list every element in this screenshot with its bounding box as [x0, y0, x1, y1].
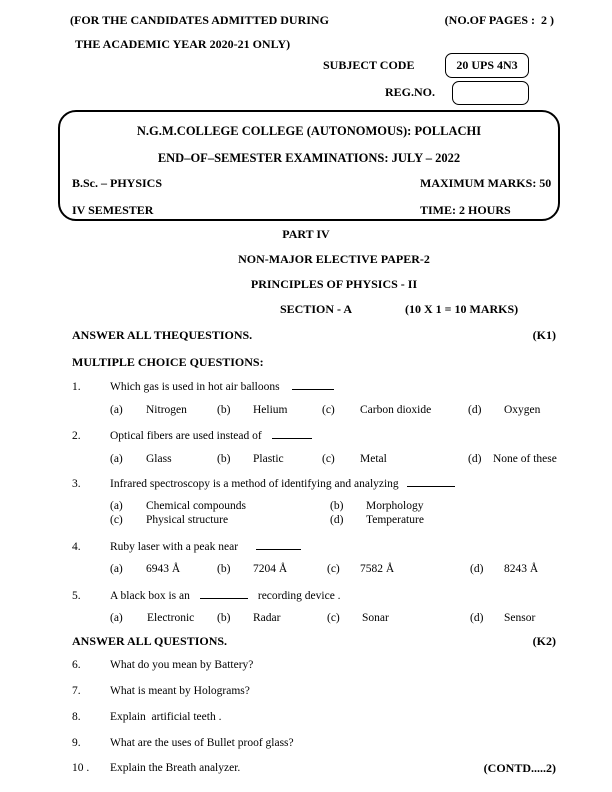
option-label: (b): [217, 453, 231, 465]
option-text: Chemical compounds: [146, 500, 246, 512]
question-number: 7.: [72, 685, 81, 697]
option-text: Nitrogen: [146, 404, 187, 416]
answer-instruction-k1: ANSWER ALL THEQUESTIONS.: [72, 328, 253, 342]
option-text: Radar: [253, 612, 281, 624]
option-text: Sonar: [362, 612, 389, 624]
option-text: None of these: [493, 453, 557, 465]
option-text: Sensor: [504, 612, 536, 624]
option-text: Metal: [360, 453, 387, 465]
candidates-admitted-line2: THE ACADEMIC YEAR 2020-21 ONLY): [75, 37, 291, 51]
option-text: Morphology: [366, 500, 424, 512]
college-name: N.G.M.COLLEGE COLLEGE (AUTONOMOUS): POLLACHI: [136, 124, 482, 138]
question-number: 6.: [72, 659, 81, 671]
k2-badge: (K2): [532, 634, 556, 648]
regno-label: REG.NO.: [385, 85, 436, 99]
option-label: (a): [110, 404, 123, 416]
option-label: (a): [110, 453, 123, 465]
option-label: (b): [217, 563, 231, 575]
option-label: (a): [110, 500, 123, 512]
subject-code-value: 20 UPS 4N3: [456, 58, 518, 72]
option-label: (d): [468, 453, 482, 465]
option-label: (d): [330, 514, 344, 526]
exam-time: TIME: 2 HOURS: [420, 203, 511, 217]
question-stem: Which gas is used in hot air balloons: [110, 380, 334, 394]
contd-note: (CONTD.....2): [483, 761, 556, 775]
option-label: (c): [327, 563, 340, 575]
option-label: (c): [322, 453, 335, 465]
option-label: (b): [330, 500, 344, 512]
short-question: Explain the Breath analyzer.: [110, 762, 241, 774]
option-text: Glass: [146, 453, 172, 465]
answer-blank: [256, 540, 301, 550]
question-stem: Ruby laser with a peak near: [110, 540, 301, 554]
subject-code-label: SUBJECT CODE: [323, 58, 415, 72]
question-stem: Optical fibers are used instead of: [110, 429, 312, 443]
option-label: (a): [110, 612, 123, 624]
option-text: Electronic: [147, 612, 195, 624]
question-number: 8.: [72, 711, 81, 723]
option-text: Carbon dioxide: [360, 404, 432, 416]
option-text: Helium: [253, 404, 288, 416]
option-text: Physical structure: [146, 514, 229, 526]
short-question: What are the uses of Bullet proof glass?: [110, 737, 294, 749]
answer-instruction-k2: ANSWER ALL QUESTIONS.: [72, 634, 228, 648]
option-text: Temperature: [366, 514, 424, 526]
option-label: (b): [217, 612, 231, 624]
course-name: B.Sc. – PHYSICS: [72, 176, 163, 190]
section-title: SECTION - A: [280, 302, 353, 316]
option-label: (c): [327, 612, 340, 624]
option-label: (d): [470, 612, 484, 624]
candidates-admitted-line1: (FOR THE CANDIDATES ADMITTED DURING: [70, 13, 329, 27]
pages-count-note: (NO.OF PAGES : 2 ): [444, 13, 554, 27]
question-number: 2.: [72, 430, 81, 442]
max-marks: MAXIMUM MARKS: 50: [420, 176, 552, 190]
institution-box: [58, 110, 560, 221]
option-text: 8243 Å: [504, 563, 539, 575]
question-number: 5.: [72, 590, 81, 602]
option-text: 6943 Å: [146, 563, 181, 575]
option-label: (b): [217, 404, 231, 416]
short-question: What is meant by Holograms?: [110, 685, 250, 697]
paper-title: NON-MAJOR ELECTIVE PAPER-2: [238, 252, 430, 266]
option-text: Oxygen: [504, 404, 541, 416]
short-question: Explain artificial teeth .: [110, 711, 222, 723]
answer-blank: [200, 589, 248, 599]
mcq-heading: MULTIPLE CHOICE QUESTIONS:: [72, 355, 264, 369]
subject-title: PRINCIPLES OF PHYSICS - II: [250, 277, 418, 291]
subject-code-box: [445, 53, 529, 78]
regno-box: [452, 81, 529, 105]
question-number: 1.: [72, 381, 81, 393]
part-title: PART IV: [282, 227, 330, 241]
answer-blank: [407, 477, 455, 487]
question-stem: Infrared spectroscopy is a method of identifying and analyzing: [110, 477, 455, 491]
section-marks: (10 X 1 = 10 MARKS): [405, 302, 519, 316]
short-question: What do you mean by Battery?: [110, 659, 254, 671]
option-text: 7204 Å: [253, 563, 288, 575]
option-label: (a): [110, 563, 123, 575]
semester-label: IV SEMESTER: [72, 203, 154, 217]
k1-badge: (K1): [532, 328, 556, 342]
question-number: 4.: [72, 541, 81, 553]
answer-blank: [292, 380, 334, 390]
option-label: (d): [468, 404, 482, 416]
answer-blank: [272, 429, 312, 439]
option-label: (d): [470, 563, 484, 575]
question-number: 3.: [72, 478, 81, 490]
option-text: 7582 Å: [360, 563, 395, 575]
exam-title: END–OF–SEMESTER EXAMINATIONS: JULY – 2022: [157, 151, 461, 165]
question-number: 10 .: [72, 762, 90, 774]
option-label: (c): [322, 404, 335, 416]
option-text: Plastic: [253, 453, 284, 465]
option-label: (c): [110, 514, 123, 526]
question-stem: A black box is an recording device .: [110, 590, 341, 602]
question-number: 9.: [72, 737, 81, 749]
